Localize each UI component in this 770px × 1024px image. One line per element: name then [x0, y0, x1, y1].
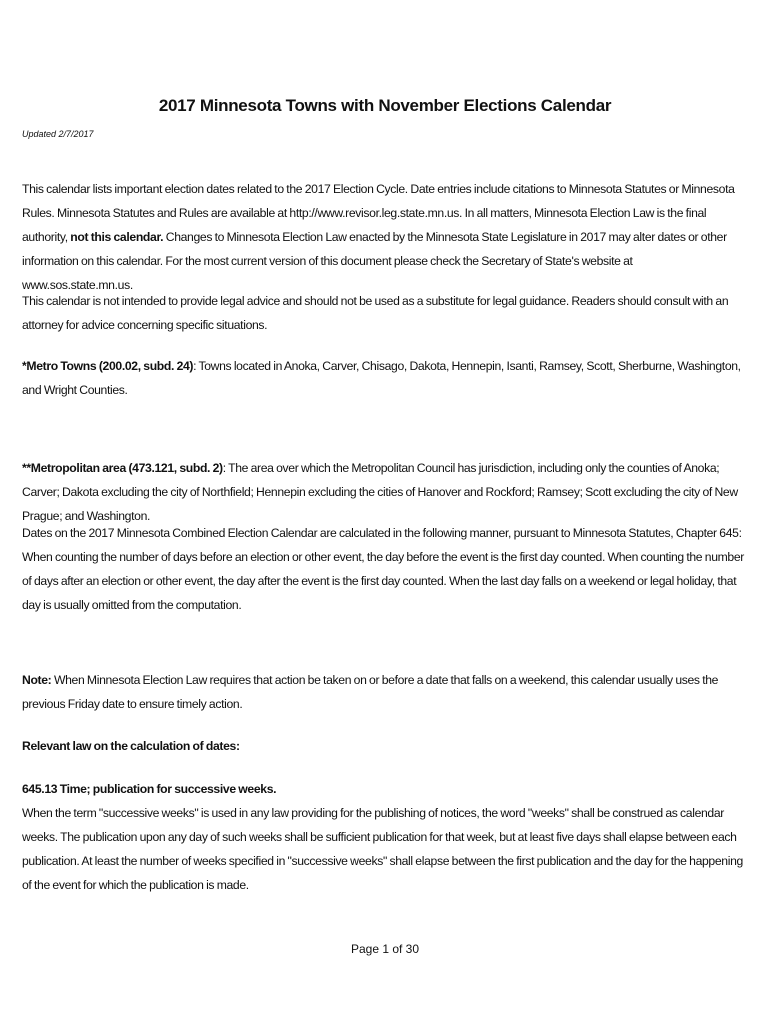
- metropolitan-area-text: : The area over which the Metropolitan Council has jurisdiction, including only the counties of Anoka; Carver; Dakota excluding the city of Northfield; Hennepin excluding the cities of Hanover and Rockford; Ramsey; Scott excluding the city of New Prague; and Washington.: [22, 461, 738, 523]
- section-645-13-heading: 645.13 Time; publication for successive weeks.: [22, 782, 277, 796]
- note-text: When Minnesota Election Law requires that action be taken on or before a date that falls on a weekend, this calendar usually uses the previous Friday date to ensure timely action.: [22, 673, 719, 711]
- intro-text-1: This calendar lists important election dates related to the 2017 Election Cycle. Date entries include citations to Minnesota Statutes or Minnesota Rules. Minnesota Statutes and Rules are available at http://www.revisor.leg.state.mn.us. In all matters, Minnesota Election Law is the final authority,: [22, 182, 735, 244]
- intro-text-2: Changes to Minnesota Election Law enacted by the Minnesota State Legislature in 2017 may alter dates or other information on this calendar. For the most current version of this document please check the Secretary of State's website at www.sos.state.mn.us.: [22, 230, 727, 292]
- disclaimer-paragraph: This calendar is not intended to provide legal advice and should not be used as a substitute for legal guidance. Readers should consult with an attorney for advice concerning specific situations.: [22, 294, 729, 332]
- calculation-paragraph: Dates on the 2017 Minnesota Combined Election Calendar are calculated in the following manner, pursuant to Minnesota Statutes, Chapter 645: When counting the number of days before an election or other event, the day before the event is the first day counted. When counting the number of days after an election or other event, the day after the event is the first day counted. When the last day falls on a weekend or legal holiday, that day is usually omitted from the computation.: [22, 526, 744, 612]
- note-paragraph: [22, 668, 744, 716]
- updated-date: Updated 2/7/2017: [22, 129, 94, 139]
- metropolitan-area-label: **Metropolitan area (473.121, subd. 2): [22, 461, 223, 475]
- section-645-13-text: When the term "successive weeks" is used in any law providing for the publishing of notices, the word "weeks" shall be construed as calendar weeks. The publication upon any day of such weeks shall be sufficient publication for that week, but at least five days shall elapse between each publication. At least the number of weeks specified in "successive weeks" shall elapse between the first publication and the day for the happening of the event for which the publication is made.: [22, 806, 743, 892]
- metro-towns-text: : Towns located in Anoka, Carver, Chisago, Dakota, Hennepin, Isanti, Ramsey, Scott, Sherburne, Washington, and Wright Counties.: [22, 359, 741, 397]
- section-645-13: [22, 777, 744, 897]
- intro-bold: not this calendar.: [70, 230, 164, 244]
- metro-towns-paragraph: [22, 354, 744, 402]
- note-label: Note:: [22, 673, 52, 687]
- relevant-law-heading: Relevant law on the calculation of dates:: [22, 739, 240, 753]
- metropolitan-area-paragraph: [22, 456, 744, 528]
- page-title: 2017 Minnesota Towns with November Elections Calendar: [158, 96, 612, 115]
- metro-towns-label: *Metro Towns (200.02, subd. 24): [22, 359, 194, 373]
- page-number-footer: Page 1 of 30: [350, 942, 420, 956]
- intro-paragraph: [22, 177, 744, 297]
